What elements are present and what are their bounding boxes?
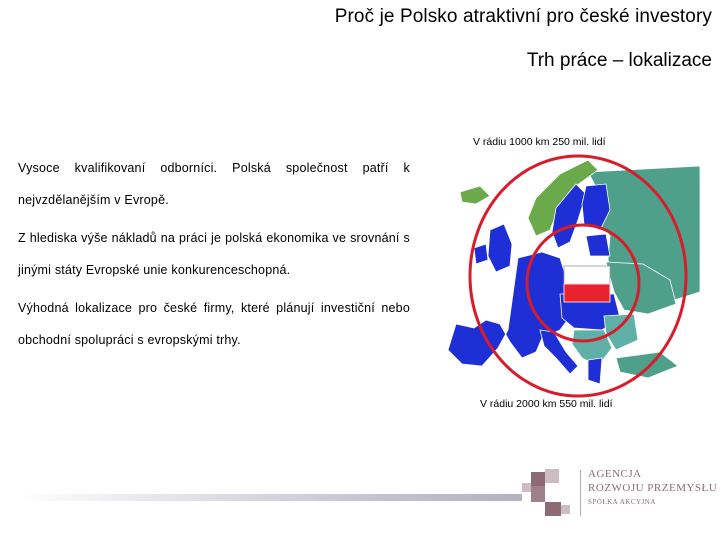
map-caption-inner-radius: V rádiu 1000 km 250 mil. lidí — [473, 136, 606, 148]
logo-line-spolka: SPÓŁKA AKCYJNA — [588, 498, 656, 506]
map-region-baltics — [586, 234, 610, 256]
footer-gradient-bar — [22, 494, 522, 501]
paragraph-qualified-workforce: Vysoce kvalifikovaní odborníci. Polská společnost patří k nejvzdělanějším v Evropě. — [18, 161, 410, 207]
logo-line-agencja: AGENCJA — [588, 468, 642, 480]
paragraph-labor-costs: Z hlediska výše nákladů na práci je polská ekonomika ve srovnání s jinými státy Evropské unie konkurenceschopná. — [18, 231, 410, 277]
logo-divider — [580, 470, 581, 516]
europe-map — [438, 152, 700, 402]
arp-logo-text — [588, 467, 717, 509]
body-text — [18, 152, 410, 362]
page-title: Proč je Polsko atraktivní pro české investory — [334, 6, 712, 27]
logo-line-rozwoju: ROZWOJU PRZEMYSŁU — [588, 482, 718, 494]
map-region-poland-red — [564, 284, 610, 302]
arp-logo-icon — [522, 469, 580, 519]
paragraph-location: Výhodná lokalizace pro české firmy, které plánují investiční nebo obchodní spolupráci s evropskými trhy. — [18, 301, 410, 347]
map-region-poland-white — [564, 266, 610, 284]
page-subtitle: Trh práce – lokalizace — [526, 50, 712, 71]
map-region-greece — [588, 358, 602, 384]
map-region-uk — [488, 224, 512, 272]
map-region-ireland — [474, 244, 488, 264]
map-caption-outer-radius: V rádiu 2000 km 550 mil. lidí — [480, 398, 613, 410]
map-region-turkey — [616, 352, 678, 378]
map-region-iceland — [460, 186, 490, 204]
